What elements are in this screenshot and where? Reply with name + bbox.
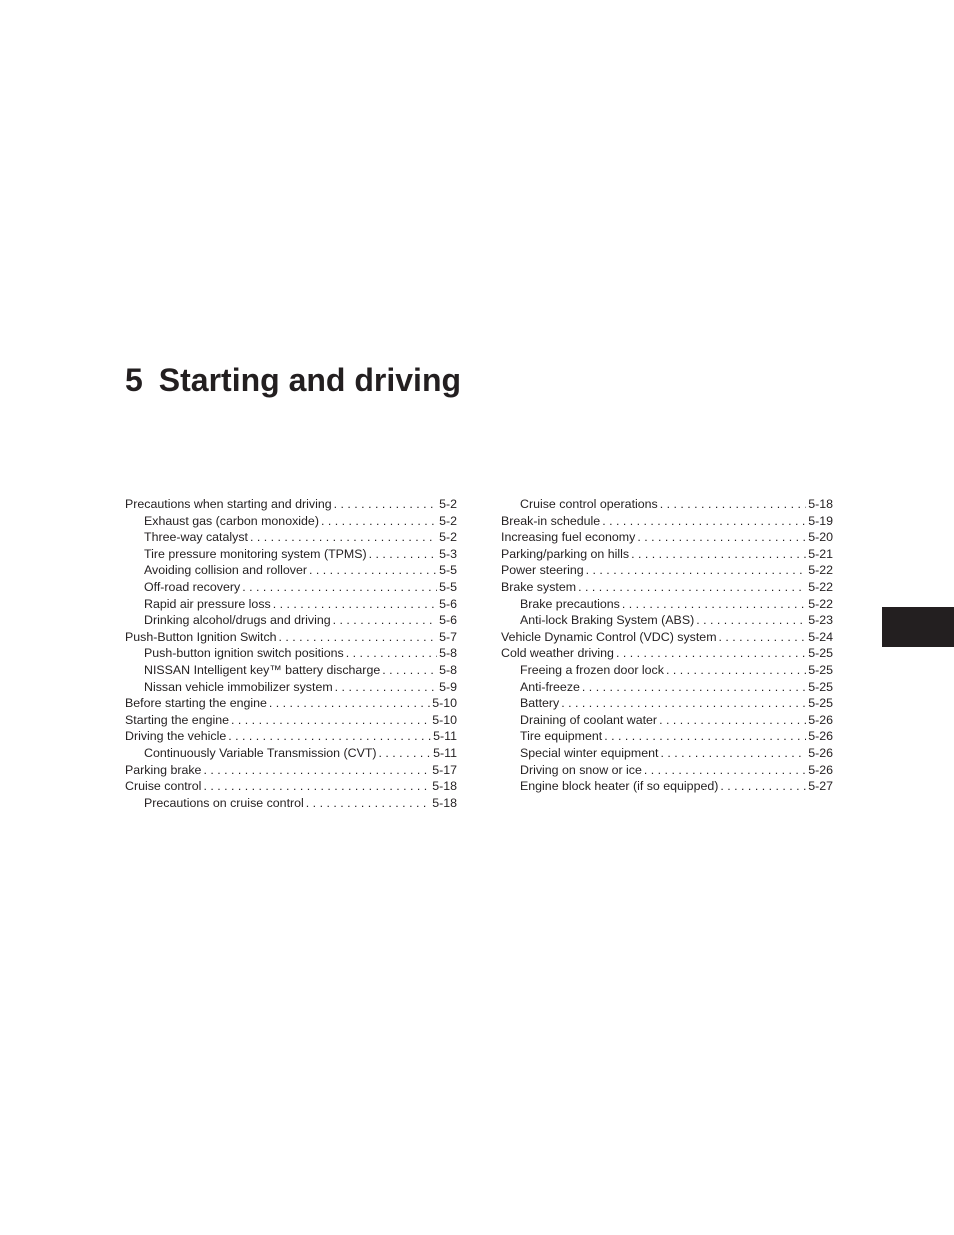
toc-entry[interactable] bbox=[501, 562, 833, 579]
toc-entry-title: Drinking alcohol/drugs and driving bbox=[144, 613, 331, 628]
toc-entry-title: Special winter equipment bbox=[520, 745, 659, 760]
toc-entry[interactable] bbox=[501, 596, 833, 613]
toc-entry-page: 5-7 bbox=[439, 629, 457, 644]
chapter-number: 5 bbox=[125, 362, 143, 398]
toc-dot-leader bbox=[586, 562, 807, 579]
toc-entry[interactable] bbox=[125, 596, 457, 613]
toc-entry-title: Parking brake bbox=[125, 762, 202, 777]
toc-entry-title: Precautions on cruise control bbox=[144, 795, 304, 810]
toc-entry-page: 5-25 bbox=[808, 646, 833, 661]
toc-entry-title: Rapid air pressure loss bbox=[144, 596, 271, 611]
toc-entry[interactable] bbox=[125, 795, 457, 812]
toc-entry[interactable] bbox=[125, 579, 457, 596]
toc-entry[interactable] bbox=[125, 745, 457, 762]
toc-entry[interactable] bbox=[125, 762, 457, 779]
toc-entry-page: 5-3 bbox=[439, 546, 457, 561]
toc-entry-title: Vehicle Dynamic Control (VDC) system bbox=[501, 629, 717, 644]
toc-entry[interactable] bbox=[125, 778, 457, 795]
toc-dot-leader bbox=[231, 712, 430, 729]
toc-dot-leader bbox=[346, 645, 437, 662]
toc-entry[interactable] bbox=[501, 679, 833, 696]
toc-left-column bbox=[125, 496, 457, 811]
toc-entry-page: 5-26 bbox=[808, 745, 833, 760]
toc-entry-page: 5-18 bbox=[808, 497, 833, 511]
toc-entry[interactable] bbox=[125, 728, 457, 745]
toc-entry-title: Draining of coolant water bbox=[520, 712, 658, 727]
toc-entry[interactable] bbox=[125, 662, 457, 679]
toc-entry-title: Engine block heater (if so equipped) bbox=[520, 779, 719, 794]
toc-entry-page: 5-5 bbox=[439, 579, 457, 594]
toc-entry-page: 5-21 bbox=[808, 546, 833, 561]
toc-dot-leader bbox=[631, 546, 806, 563]
toc-entry[interactable] bbox=[501, 695, 833, 712]
toc-dot-leader bbox=[578, 579, 806, 596]
toc-entry-page: 5-18 bbox=[432, 779, 457, 794]
toc-dot-leader bbox=[369, 546, 437, 563]
toc-entry-title: Brake precautions bbox=[520, 596, 620, 611]
toc-entry-page: 5-25 bbox=[808, 696, 833, 711]
toc-entry-title: Anti-lock Braking System (ABS) bbox=[520, 613, 695, 628]
toc-dot-leader bbox=[273, 596, 437, 613]
toc-entry-page: 5-6 bbox=[439, 596, 457, 611]
toc-entry-title: Break-in schedule bbox=[501, 513, 601, 528]
toc-dot-leader bbox=[309, 562, 437, 579]
toc-entry-title: Driving on snow or ice bbox=[520, 762, 642, 777]
toc-entry-title: Off-road recovery bbox=[144, 579, 241, 594]
toc-entry-page: 5-23 bbox=[808, 613, 833, 628]
toc-entry[interactable] bbox=[501, 745, 833, 762]
toc-entry-title: Increasing fuel economy bbox=[501, 530, 636, 545]
toc-dot-leader bbox=[644, 762, 806, 779]
toc-entry-page: 5-24 bbox=[808, 629, 833, 644]
toc-entry[interactable] bbox=[501, 629, 833, 646]
toc-entry[interactable] bbox=[501, 762, 833, 779]
toc-entry-title: Battery bbox=[520, 696, 560, 711]
toc-dot-leader bbox=[720, 778, 806, 795]
toc-entry[interactable] bbox=[501, 496, 833, 513]
toc-entry-title: Avoiding collision and rollover bbox=[144, 563, 308, 578]
toc-dot-leader bbox=[335, 679, 437, 696]
toc-dot-leader bbox=[203, 778, 430, 795]
toc-entry-page: 5-26 bbox=[808, 762, 833, 777]
toc-entry-page: 5-26 bbox=[808, 729, 833, 744]
toc-entry[interactable] bbox=[125, 612, 457, 629]
toc-entry-page: 5-22 bbox=[808, 596, 833, 611]
toc-entry-page: 5-8 bbox=[439, 646, 457, 661]
toc-entry-title: Tire pressure monitoring system (TPMS) bbox=[144, 546, 367, 561]
toc-dot-leader bbox=[379, 745, 432, 762]
toc-entry[interactable] bbox=[501, 579, 833, 596]
toc-dot-leader bbox=[333, 612, 437, 629]
toc-entry-page: 5-11 bbox=[433, 745, 457, 760]
toc-dot-leader bbox=[242, 579, 437, 596]
toc-entry-page: 5-2 bbox=[439, 530, 457, 545]
toc-entry-page: 5-5 bbox=[439, 563, 457, 578]
toc-dot-leader bbox=[279, 629, 438, 646]
toc-entry[interactable] bbox=[501, 645, 833, 662]
toc-entry-page: 5-17 bbox=[432, 762, 457, 777]
toc-dot-leader bbox=[382, 662, 437, 679]
toc-entry[interactable] bbox=[125, 712, 457, 729]
toc-dot-leader bbox=[306, 795, 430, 812]
toc-entry-title: Cruise control operations bbox=[520, 497, 658, 511]
toc-dot-leader bbox=[228, 728, 431, 745]
toc-entry-page: 5-20 bbox=[808, 530, 833, 545]
toc-entry-title: Tire equipment bbox=[520, 729, 603, 744]
toc-entry-title: Anti-freeze bbox=[520, 679, 580, 694]
toc-entry[interactable] bbox=[501, 513, 833, 530]
toc-dot-leader bbox=[334, 496, 437, 513]
toc-entry-title: Brake system bbox=[501, 579, 577, 594]
toc-dot-leader bbox=[582, 679, 806, 696]
toc-entry-page: 5-25 bbox=[808, 662, 833, 677]
toc-entry-title: Driving the vehicle bbox=[125, 729, 227, 744]
toc-entry-page: 5-19 bbox=[808, 513, 833, 528]
toc-dot-leader bbox=[719, 629, 807, 646]
toc-dot-leader bbox=[604, 728, 806, 745]
toc-entry-title: Cold weather driving bbox=[501, 646, 614, 661]
toc-entry[interactable] bbox=[501, 712, 833, 729]
toc-entry[interactable] bbox=[125, 629, 457, 646]
toc-entry-page: 5-9 bbox=[439, 679, 457, 694]
toc-entry[interactable] bbox=[125, 496, 457, 513]
toc-dot-leader bbox=[659, 712, 806, 729]
toc-entry-title: Push-button ignition switch positions bbox=[144, 646, 344, 661]
toc-dot-leader bbox=[269, 695, 430, 712]
toc-dot-leader bbox=[321, 513, 437, 530]
toc-entry-page: 5-11 bbox=[433, 729, 457, 744]
toc-dot-leader bbox=[616, 645, 806, 662]
toc-entry[interactable] bbox=[125, 513, 457, 530]
toc-entry[interactable] bbox=[125, 529, 457, 546]
toc-dot-leader bbox=[660, 496, 806, 513]
chapter-tab-marker bbox=[882, 607, 954, 647]
toc-entry-title: Starting the engine bbox=[125, 712, 230, 727]
toc-entry-page: 5-22 bbox=[808, 563, 833, 578]
toc-entry[interactable] bbox=[501, 778, 833, 795]
toc-entry-page: 5-26 bbox=[808, 712, 833, 727]
chapter-title-text: Starting and driving bbox=[158, 362, 462, 398]
toc-entry[interactable] bbox=[125, 562, 457, 579]
toc-entry-page: 5-6 bbox=[439, 613, 457, 628]
toc-entry-title: Continuously Variable Transmission (CVT) bbox=[144, 745, 377, 760]
toc-dot-leader bbox=[696, 612, 806, 629]
toc-entry-title: Parking/parking on hills bbox=[501, 546, 630, 561]
toc-dot-leader bbox=[203, 762, 430, 779]
toc-entry[interactable] bbox=[501, 728, 833, 745]
toc-entry-page: 5-2 bbox=[439, 513, 457, 528]
toc-entry-title: Nissan vehicle immobilizer system bbox=[144, 679, 333, 694]
toc-entry-page: 5-10 bbox=[432, 712, 457, 727]
toc-entry-page: 5-2 bbox=[439, 497, 457, 511]
toc-entry-page: 5-22 bbox=[808, 579, 833, 594]
toc-entry-page: 5-25 bbox=[808, 679, 833, 694]
toc-entry-title: Cruise control bbox=[125, 779, 202, 794]
toc-dot-leader bbox=[660, 745, 806, 762]
chapter-title bbox=[125, 360, 461, 400]
toc-entry-title: NISSAN Intelligent key™ battery discharge bbox=[144, 662, 381, 677]
toc-entry[interactable] bbox=[125, 679, 457, 696]
toc-dot-leader bbox=[622, 596, 806, 613]
toc-entry-title: Exhaust gas (carbon monoxide) bbox=[144, 513, 319, 528]
toc-entry[interactable] bbox=[501, 662, 833, 679]
toc-entry-title: Three-way catalyst bbox=[144, 530, 248, 545]
toc-entry-title: Power steering bbox=[501, 563, 584, 578]
toc-entry[interactable] bbox=[125, 695, 457, 712]
toc-entry[interactable] bbox=[501, 546, 833, 563]
toc-entry-page: 5-10 bbox=[432, 696, 457, 711]
toc-entry-page: 5-18 bbox=[432, 795, 457, 810]
toc-entry-title: Precautions when starting and driving bbox=[125, 497, 332, 511]
toc-dot-leader bbox=[250, 529, 437, 546]
toc-dot-leader bbox=[666, 662, 806, 679]
toc-dot-leader bbox=[561, 695, 806, 712]
toc-dot-leader bbox=[602, 513, 806, 530]
toc-entry-title: Push-Button Ignition Switch bbox=[125, 629, 277, 644]
toc-dot-leader bbox=[637, 529, 806, 546]
toc-entry-title: Freeing a frozen door lock bbox=[520, 662, 664, 677]
toc-entry-title: Before starting the engine bbox=[125, 696, 267, 711]
toc-entry-page: 5-8 bbox=[439, 662, 457, 677]
toc-entry[interactable] bbox=[125, 546, 457, 563]
toc-entry[interactable] bbox=[501, 612, 833, 629]
toc-right-column bbox=[501, 496, 833, 795]
toc-entry-page: 5-27 bbox=[808, 779, 833, 794]
toc-entry[interactable] bbox=[501, 529, 833, 546]
toc-entry[interactable] bbox=[125, 645, 457, 662]
